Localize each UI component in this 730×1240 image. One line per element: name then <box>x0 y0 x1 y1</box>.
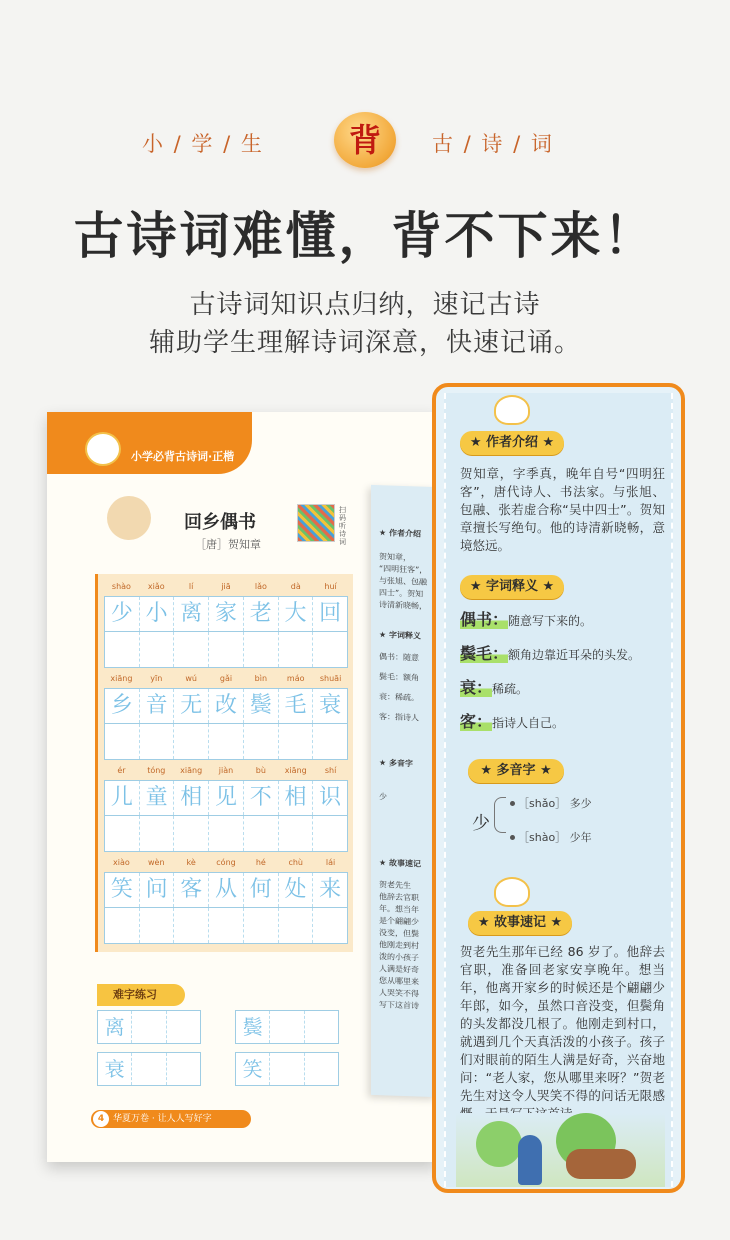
poem-author: ［唐］贺知章 <box>195 538 261 551</box>
tagline-right: 古 / 诗 / 词 <box>432 132 554 156</box>
flap-line: 四士”。贺知 <box>379 588 424 599</box>
practice-label: 难字练习 <box>97 984 185 1006</box>
flap-line: 贺知章， <box>379 552 411 563</box>
blank-practice-line[interactable] <box>104 908 348 944</box>
book-series-title: 小学必背古诗词·正楷 <box>131 450 235 463</box>
flap-line: 诗清新晓畅， <box>379 600 427 611</box>
flap-line: 是个翩翩少 <box>379 916 419 927</box>
flap-line: 与张旭、包融 <box>379 576 427 587</box>
poet-figure-icon <box>518 1135 542 1185</box>
polyphone-item: ［shǎo］ 多少 <box>518 797 592 810</box>
horse-icon <box>566 1149 636 1179</box>
term-item: 鬓毛：额角边靠近耳朵的头发。 <box>460 644 641 663</box>
polyphone-item: ［shào］ 少年 <box>518 831 592 844</box>
dot-icon <box>510 835 515 840</box>
term-item: 客：指诗人自己。 <box>460 712 565 731</box>
detail-panel <box>432 383 685 1193</box>
page-number: 4 <box>93 1111 109 1127</box>
brace-icon <box>494 797 506 833</box>
grid-row <box>104 582 348 670</box>
char-line: 笑 问 客 从 何 处 来 <box>104 872 348 908</box>
detail-panel-inner <box>444 393 673 1187</box>
flap-line: ★ 作者介绍 <box>379 528 421 539</box>
pinyin-line: shào xiǎo lí jiā lǎo dà huí <box>111 582 337 591</box>
flap-line: 偶书：随意 <box>379 652 419 663</box>
term-item: 衰：稀疏。 <box>460 678 529 697</box>
flap-line: 没变，但鬓 <box>379 928 419 939</box>
cat-mascot-icon <box>85 432 121 466</box>
practice-cell[interactable]: 鬓 <box>235 1010 339 1044</box>
flap-line: ★ 多音字 <box>379 758 413 769</box>
flap-line: 泼的小孩子 <box>379 952 419 963</box>
flap-line: 您从哪里来 <box>379 976 419 987</box>
cat-mascot-icon <box>494 877 530 907</box>
grid-row <box>104 766 348 854</box>
tagline <box>0 112 730 168</box>
writing-grid <box>95 574 353 952</box>
pinyin-line: xiào wèn kè cóng hé chù lái <box>113 858 336 867</box>
char-line: 乡 音 无 改 鬓 毛 衰 <box>104 688 348 724</box>
flap-line: ★ 故事速记 <box>379 858 421 869</box>
story-section-label: ★ 故事速记 ★ <box>468 911 572 935</box>
flap-line: 人满是好奇 <box>379 964 419 975</box>
blank-practice-line[interactable] <box>104 632 348 668</box>
blank-practice-line[interactable] <box>104 816 348 852</box>
polyphone-section-label: ★ 多音字 ★ <box>468 759 564 783</box>
poem-title: 回乡偶书 <box>184 512 256 533</box>
flap-line: ★ 字词释义 <box>379 630 421 641</box>
flap-line: “四明狂客”， <box>379 564 428 575</box>
book-footer: 华夏万卷 · 让人人写好字 <box>91 1110 251 1128</box>
flap-line: 人哭笑不得 <box>379 988 419 999</box>
grid-row <box>104 858 348 946</box>
story-illustration <box>456 1113 665 1187</box>
flap-line: 少 <box>379 792 387 802</box>
tagline-badge: 背 <box>334 112 396 168</box>
practice-cell[interactable]: 笑 <box>235 1052 339 1086</box>
book-ribbon <box>47 412 252 474</box>
tree-icon <box>476 1121 522 1167</box>
term-item: 偶书：随意写下来的。 <box>460 610 593 629</box>
flap-line: 鬓毛：额角 <box>379 672 419 683</box>
char-line: 少 小 离 家 老 大 回 <box>104 596 348 632</box>
qr-note: 扫码听诗词 <box>339 506 346 546</box>
cat-mascot-icon <box>494 395 530 425</box>
blank-practice-line[interactable] <box>104 724 348 760</box>
flap-line: 他刚走到村 <box>379 940 419 951</box>
pinyin-line: xiāng yīn wú gǎi bìn máo shuāi <box>110 674 342 683</box>
sun-illustration <box>107 496 151 540</box>
terms-section-label: ★ 字词释义 ★ <box>460 575 564 599</box>
fold-flap <box>371 485 437 1097</box>
grid-row <box>104 674 348 762</box>
flap-line: 他辞去官职 <box>379 892 419 903</box>
subheadline-1: 古诗词知识点归纳，速记古诗 <box>189 290 541 320</box>
headline: 古诗词难懂，背不下来！ <box>73 207 657 265</box>
flap-line: 客：指诗人 <box>379 712 419 723</box>
qr-code-icon[interactable] <box>297 504 335 542</box>
author-section-label: ★ 作者介绍 ★ <box>460 431 564 455</box>
polyphone-char: 少 <box>472 813 490 834</box>
pinyin-line: ér tóng xiāng jiàn bù xiāng shí <box>117 766 337 775</box>
dot-icon <box>510 801 515 806</box>
practice-cell[interactable]: 离 <box>97 1010 201 1044</box>
subheadline-2: 辅助学生理解诗词深意，快速记诵。 <box>148 328 581 358</box>
flap-line: 衰：稀疏。 <box>379 692 419 703</box>
story-text: 贺老先生那年已经 86 岁了。他辞去官职，准备回老家安享晚年。想当年，他离开家乡的时候还是个翩翩少年郎，如今，虽然口音没变，但鬓角的头发都没几根了。他刚走到村口，就遇到几个天真活泼的小孩子。孩子们对眼前的陌生人满是好奇，兴奋地问：“老人家，您从哪里来呀？”贺老先生对这令人哭笑不得的问话无限感 <box>460 944 665 1103</box>
author-intro-text: 贺知章，字季真，晚年自号“四明狂客”，唐代诗人、书法家。与张旭、包融、张若虚合称“吴中四士”。贺知章擅长写绝句。他的诗清新晓畅，意境悠远。 <box>460 466 665 553</box>
flap-line: 年。想当年 <box>379 904 419 915</box>
tagline-left: 小 / 学 / 生 <box>142 132 264 156</box>
flap-line: 贺老先生 <box>379 880 411 891</box>
flap-line: 写下这首诗 <box>379 1000 419 1011</box>
char-line: 儿 童 相 见 不 相 识 <box>104 780 348 816</box>
practice-cell[interactable]: 衰 <box>97 1052 201 1086</box>
